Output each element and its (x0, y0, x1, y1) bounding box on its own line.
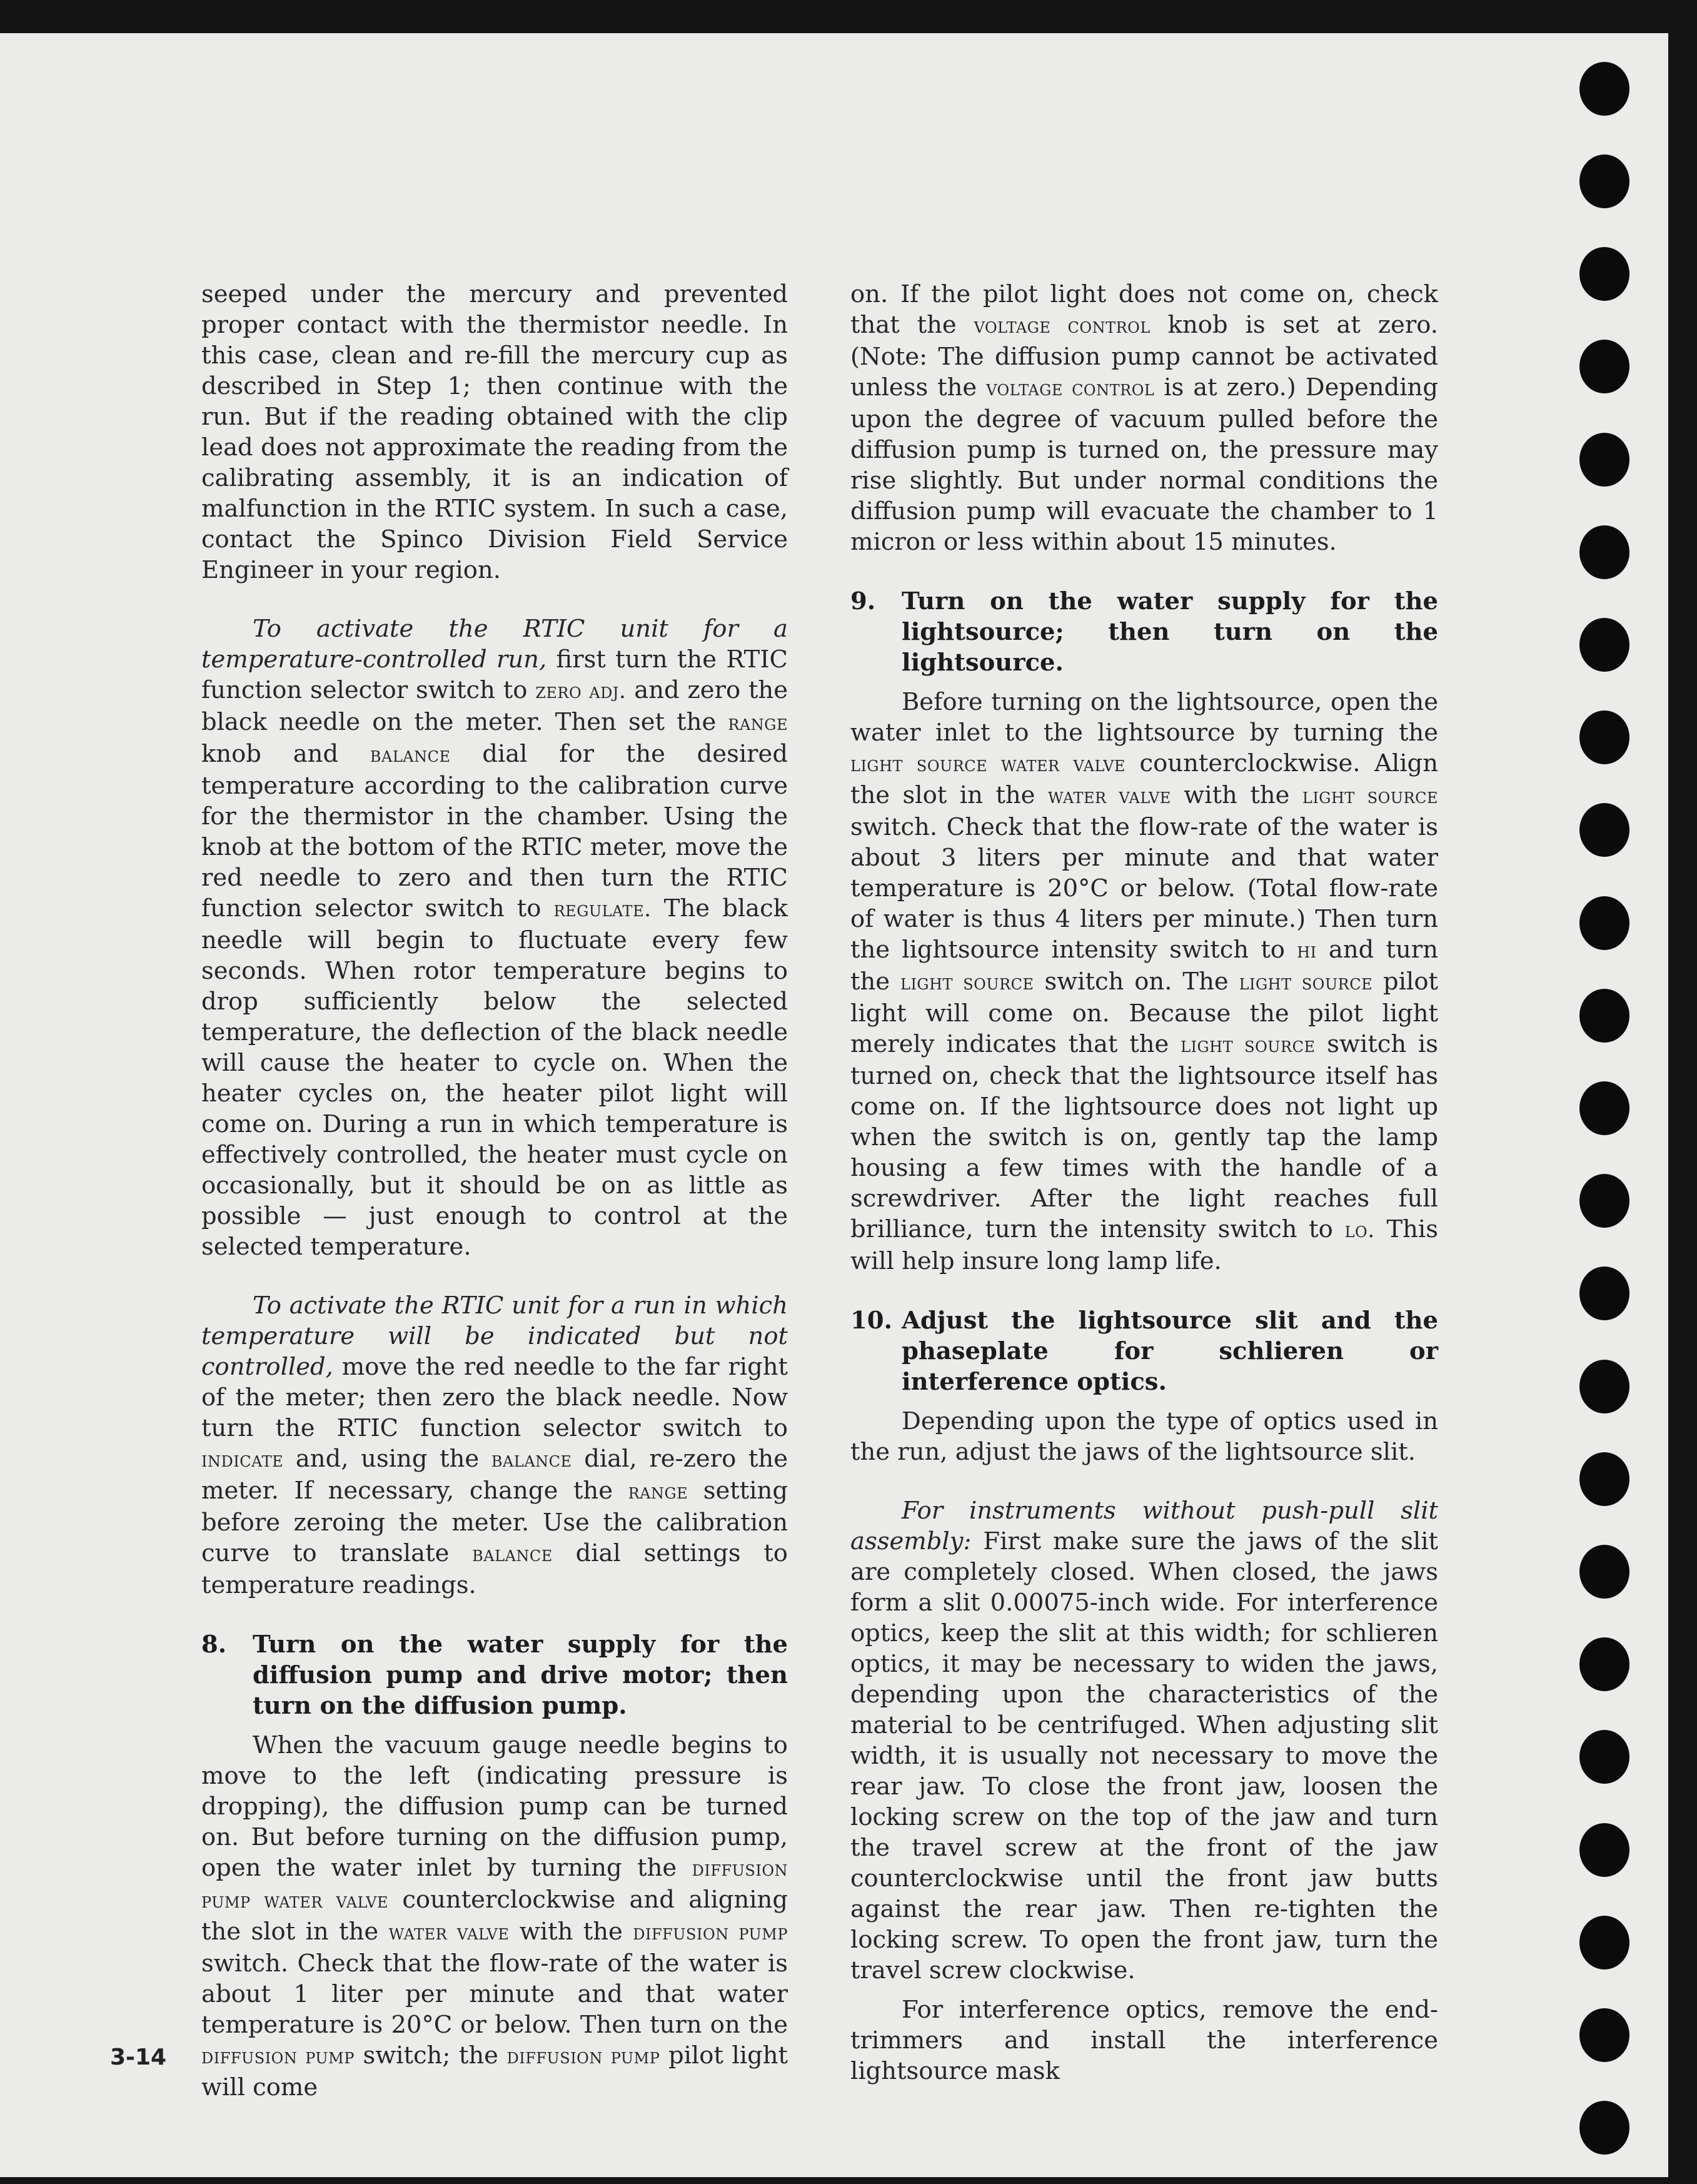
control-label: diffusion pump (633, 1920, 788, 1945)
binder-hole (1579, 710, 1629, 764)
control-label: light source (1181, 1033, 1316, 1058)
binder-hole (1579, 1266, 1629, 1320)
paragraph-temperature-indicated: To activate the RTIC unit for a run in which temperature will be indicated but not controlled, move the red needle to the far right of the meter; then zero the black needle. Now turn the RTIC function selector switch to indicate and, using the balance dial, re-zero the meter. If necessary, change the range setting before zeroing the meter. Use the calibration curve to translate balance dial settings to temperature readings. (201, 1292, 788, 1599)
step-title: Turn on the water supply for the lightsource; then turn on the lightsource. (902, 587, 1438, 677)
step-title: Adjust the lightsource slit and the phaseplate for schlieren or interference optics. (902, 1307, 1438, 1396)
binder-hole (1579, 618, 1629, 672)
control-label: voltage control (974, 313, 1151, 338)
control-label: diffusion pump (201, 2044, 355, 2069)
binder-hole (1579, 1916, 1629, 1969)
binder-hole (1579, 803, 1629, 857)
paragraph-temperature-controlled: To activate the RTIC unit for a temperature-controlled run, first turn the RTIC function selector switch to zero adj. and zero the black needle on the meter. Then set the range knob and balance dial for the desired temperature according to the calibration curve for the thermistor in the chamber. Using the knob at the bottom of the RTIC meter, move the red needle to zero and then turn the RTIC function selector switch to regulate. The black needle will begin to fluctuate every few seconds. When rotor temperature begins to drop sufficiently below the selected temperature, the deflection of the black needle will cause the heater to cycle on. When the heater cycles on, the heater pilot light will come on. During a run in which temperature is effectively controlled, the heater must cycle on occasionally, but it should be on as little as possible — just enough to control at the selected temperature. (201, 615, 788, 1261)
control-label: water valve (388, 1920, 510, 1945)
control-label: voltage control (986, 376, 1155, 401)
control-label: balance (491, 1447, 572, 1472)
paragraph-slit-assembly: For instruments without push-pull slit assembly: First make sure the jaws of the slit are completely closed. When closed, the jaws form a slit 0.00075-inch wide. For interference optics, keep the slit at this width; for schlieren optics, it may be necessary to widen the jaws, depending upon the characteristics of the material to be centrifuged. When adjusting slit width, it is usually not necessary to move the rear jaw. To close the front jaw, loosen the locking screw on the top of the jaw and turn the travel screw at the front of the jaw counterclockwise until the front jaw butts against the rear jaw. Then re-tighten the locking screw. To open the front jaw, turn the travel screw clockwise. (850, 1497, 1438, 1984)
binder-hole (1579, 989, 1629, 1043)
control-label: diffusion pump water valve (201, 1856, 788, 1913)
binder-hole (1579, 62, 1629, 116)
binder-hole (1579, 1823, 1629, 1877)
paragraph-lead: To activate the RTIC unit for a temperature-controlled run, (201, 615, 788, 674)
control-label: zero adj. (535, 679, 627, 704)
binder-hole (1579, 1730, 1629, 1784)
control-label: range (628, 1479, 688, 1504)
right-column (850, 279, 1438, 2086)
binder-hole (1579, 1452, 1629, 1506)
control-label: balance (472, 1542, 553, 1567)
left-column (201, 279, 788, 2103)
step-number: 8. (201, 1630, 227, 1659)
binder-hole (1579, 2101, 1629, 2155)
paragraph-mercury-check: seeped under the mercury and prevented proper contact with the thermistor needle. In this case, clean and re-fill the mercury cup as described in Step 1; then continue with the run. But if the reading obtained with the clip lead does not approximate the reading from the calibrating assembly, it is an indication of malfunction in the RTIC system. In such a case, contact the Spinco Division Field Service Engineer in your region. (201, 280, 788, 584)
paragraph-pilot-light: on. If the pilot light does not come on, check that the voltage control knob is set at zero. (Note: The diffusion pump cannot be activated unless the voltage control is at zero.) Depending upon the degree of vacuum pulled before the diffusion pump is turned on, the pressure may rise slightly. But under normal conditions the diffusion pump will evacuate the chamber to 1 micron or less within about 15 minutes. (850, 280, 1438, 556)
paragraph-optics: Depending upon the type of optics used in the run, adjust the jaws of the lightsource slit. (850, 1407, 1438, 1466)
paragraph-lightsource: Before turning on the lightsource, open the water inlet to the lightsource by turning the light source water valve counterclockwise. Align the slot in the water valve with the light source switch. Check that the flow-rate of the water is about 3 liters per minute and that water temperature is 20°C or below. (Total flow-rate of water is thus 4 liters per minute.) Then turn the lightsource intensity switch to hi and turn the light source switch on. The light source pilot light will come on. Because the pilot light merely indicates that the light source switch is turned on, check that the lightsource itself has come on. If the lightsource does not light up when the switch is on, gently tap the lamp housing a few times with the handle of a screwdriver. After the light reaches full brilliance, turn the intensity switch to lo. This will help insure long lamp life. (850, 688, 1439, 1275)
binder-hole (1579, 525, 1629, 579)
step-title: Turn on the water supply for the diffusion pump and drive motor; then turn on the diffusion pump. (253, 1630, 788, 1720)
paragraph-lead: To activate the RTIC unit for a run in which temperature will be indicated but not controlled, (201, 1292, 788, 1381)
binder-hole (1579, 340, 1629, 393)
paragraph-diffusion-pump: When the vacuum gauge needle begins to move to the left (indicating pressure is dropping), the diffusion pump can be turned on. But before turning on the diffusion pump, open the water inlet by turning the diffusion pump water valve counterclockwise and aligning the slot in the water valve with the diffusion pump switch. Check that the flow-rate of the water is about 1 liter per minute and that water temperature is 20°C or below. Then turn on the diffusion pump switch; the diffusion pump pilot light will come (201, 1731, 788, 2101)
control-label: balance (370, 742, 451, 767)
step-number: 10. (850, 1307, 892, 1335)
binder-hole (1579, 1637, 1629, 1691)
binder-hole (1579, 433, 1629, 487)
paragraph-interference-optics: For interference optics, remove the end-trimmers and install the interference lightsource mask (850, 1996, 1438, 2085)
binder-hole (1579, 1545, 1629, 1599)
binder-hole (1579, 247, 1629, 301)
control-label: regulate. (553, 897, 652, 922)
control-label: light source (900, 970, 1034, 995)
control-label: diffusion pump (506, 2044, 660, 2069)
control-label: indicate (201, 1447, 284, 1472)
page-number: 3-14 (110, 2045, 167, 2070)
binder-hole (1579, 2008, 1629, 2062)
binder-hole (1579, 154, 1629, 208)
control-label: light source (1302, 784, 1438, 809)
control-label: light source water valve (850, 752, 1125, 777)
control-label: lo. (1344, 1218, 1375, 1243)
manual-page (0, 33, 1668, 2177)
paragraph-lead: For instruments without push-pull slit assembly: (850, 1497, 1438, 1555)
binder-hole (1579, 1360, 1629, 1413)
step-10-heading (850, 1305, 1438, 1397)
binder-hole (1579, 1081, 1629, 1135)
step-8-heading (201, 1629, 788, 1721)
step-9-heading (850, 586, 1438, 678)
control-label: light source (1239, 970, 1373, 995)
control-label: hi (1297, 938, 1317, 963)
binder-hole (1579, 896, 1629, 950)
step-number: 9. (850, 587, 876, 615)
control-label: water valve (1047, 784, 1171, 809)
binder-hole (1579, 1174, 1629, 1228)
control-label: range (728, 710, 788, 736)
